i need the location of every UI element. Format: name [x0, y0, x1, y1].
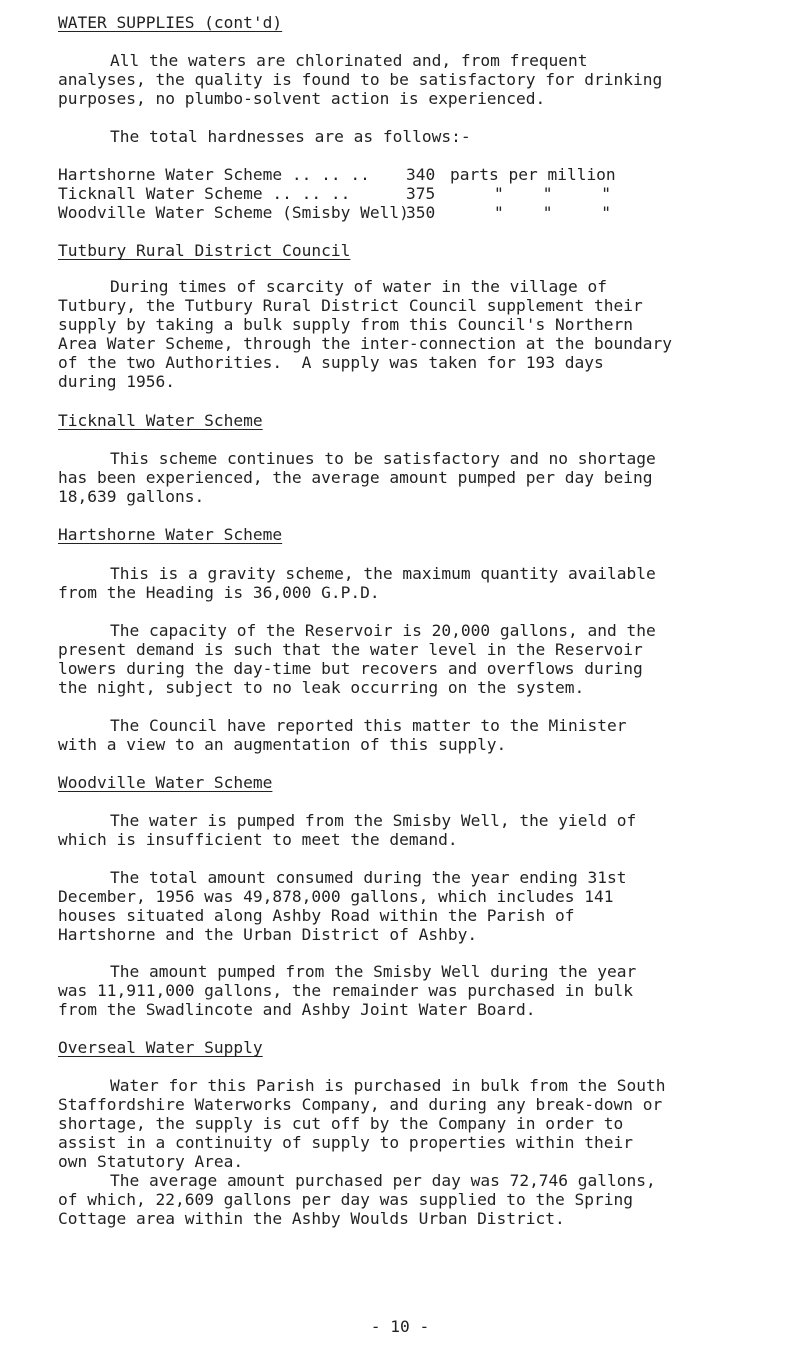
paragraph-line: the night, subject to no leak occurring on the system. — [58, 678, 585, 698]
hardness-intro: The total hardnesses are as follows:- — [110, 127, 471, 147]
paragraph-line: The Council have reported this matter to the Minister — [110, 715, 627, 735]
paragraph-line: During times of scarcity of water in the village of — [110, 277, 608, 297]
paragraph-line: 18,639 gallons. — [58, 486, 205, 506]
paragraph-line: The water is pumped from the Smisby Well, the yield of — [110, 810, 637, 830]
paragraph-line: with a view to an augmentation of this supply. — [58, 734, 507, 754]
paragraph-line: The amount pumped from the Smisby Well during the year — [110, 962, 637, 982]
intro-line: analyses, the quality is found to be satisfactory for drinking — [58, 70, 663, 90]
ditto-marks: " " " — [494, 203, 611, 223]
paragraph-line: The total amount consumed during the year ending 31st — [110, 867, 627, 887]
paragraph-line: Area Water Scheme, through the inter-connection at the boundary — [58, 334, 672, 353]
paragraph-line: houses situated along Ashby Road within the Parish of — [58, 905, 575, 925]
hardness-value: 340 — [406, 165, 436, 185]
intro-line: All the waters are chlorinated and, from frequent — [110, 51, 588, 71]
paragraph-line: Hartshorne and the Urban District of Ashby. — [58, 924, 478, 944]
paragraph-line: which is insufficient to meet the demand. — [58, 829, 458, 849]
paragraph-line: was 11,911,000 gallons, the remainder was purchased in bulk — [58, 981, 633, 1001]
hardness-value: 350 — [406, 203, 436, 223]
scheme-name: Woodville Water Scheme (Smisby Well) — [58, 203, 409, 223]
section-heading: Tutbury Rural District Council — [58, 241, 351, 260]
paragraph-line: Tutbury, the Tutbury Rural District Council supplement their — [58, 296, 643, 316]
paragraph-line: has been experienced, the average amount pumped per day being — [58, 467, 653, 487]
ditto-marks: " " " — [494, 184, 611, 204]
paragraph-line: present demand is such that the water level in the Reservoir — [58, 640, 643, 660]
page-number: - 10 - — [370, 1317, 430, 1336]
section-heading: Hartshorne Water Scheme — [58, 525, 283, 545]
paragraph-line: Staffordshire Waterworks Company, and during any break-down or — [58, 1095, 663, 1115]
hardness-value: 375 — [406, 184, 436, 204]
paragraph-line: The average amount purchased per day was 72,746 gallons, — [110, 1171, 656, 1191]
paragraph-line: assist in a continuity of supply to properties within their — [58, 1133, 633, 1153]
scheme-name: Hartshorne Water Scheme .. .. .. — [58, 165, 370, 185]
paragraph-line: This scheme continues to be satisfactory and no shortage — [110, 448, 656, 468]
paragraph-line: from the Swadlincote and Ashby Joint Water Board. — [58, 1000, 536, 1020]
paragraph-line: This is a gravity scheme, the maximum quantity available — [110, 564, 656, 584]
paragraph-line: Water for this Parish is purchased in bulk from the South — [110, 1076, 666, 1096]
section-heading: Ticknall Water Scheme — [58, 410, 263, 430]
scheme-name: Ticknall Water Scheme .. .. .. — [58, 184, 351, 204]
paragraph-line: December, 1956 was 49,878,000 gallons, which includes 141 — [58, 886, 614, 906]
paragraph-line: of which, 22,609 gallons per day was supplied to the Spring — [58, 1190, 633, 1210]
hardness-unit: parts per million — [450, 165, 616, 185]
paragraph-line: shortage, the supply is cut off by the Company in order to — [58, 1114, 624, 1134]
paragraph-line: own Statutory Area. — [58, 1152, 244, 1172]
section-heading: Woodville Water Scheme — [58, 772, 273, 792]
page-heading: WATER SUPPLIES (cont'd) — [58, 13, 283, 33]
paragraph-line: of the two Authorities. A supply was taken for 193 days — [58, 352, 604, 372]
paragraph-line: Cottage area within the Ashby Woulds Urban District. — [58, 1209, 565, 1228]
section-heading: Overseal Water Supply — [58, 1038, 263, 1058]
intro-line: purposes, no plumbo-solvent action is experienced. — [58, 89, 546, 109]
paragraph-line: lowers during the day-time but recovers and overflows during — [58, 659, 643, 679]
paragraph-line: supply by taking a bulk supply from this Council's Northern — [58, 315, 633, 335]
paragraph-line: from the Heading is 36,000 G.P.D. — [58, 583, 380, 603]
paragraph-line: during 1956. — [58, 371, 175, 391]
paragraph-line: The capacity of the Reservoir is 20,000 gallons, and the — [110, 621, 656, 641]
